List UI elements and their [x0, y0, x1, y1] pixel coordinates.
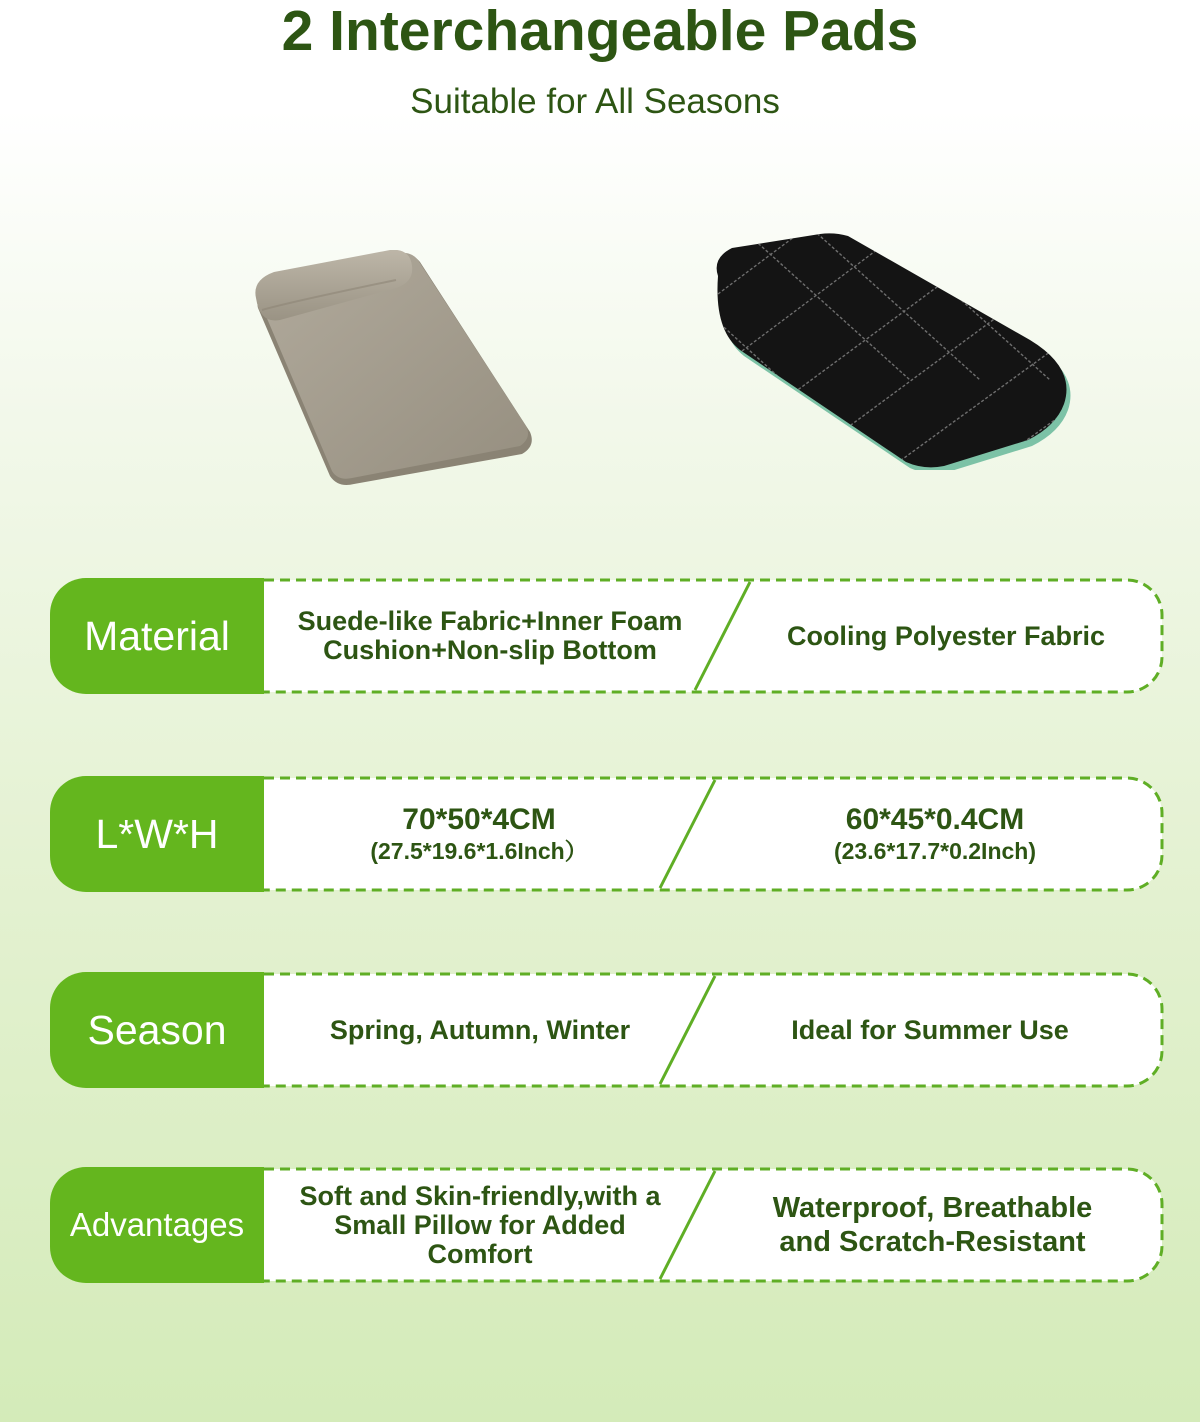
spec-row-material: [50, 578, 1165, 694]
row-label: Season: [50, 972, 264, 1088]
row-left-cell: [264, 1167, 696, 1283]
page-subtitle: Suitable for All Seasons: [410, 82, 780, 121]
spec-row-season: [50, 972, 1165, 1088]
cell-text: Soft and Skin-friendly,with a: [299, 1180, 661, 1211]
cell-text: Suede-like Fabric+Inner Foam: [297, 606, 683, 636]
spec-row-dimensions: [50, 776, 1165, 892]
row-left-cell: [264, 972, 696, 1088]
product-images: [0, 200, 1200, 520]
cell-text: Comfort: [427, 1238, 533, 1269]
row-right-cell: [710, 776, 1160, 892]
cell-text: Small Pillow for Added: [334, 1209, 626, 1240]
cell-text: (23.6*17.7*0.2Inch): [833, 837, 1036, 864]
row-label: Advantages: [50, 1167, 264, 1283]
cell-text: Cushion+Non-slip Bottom: [323, 635, 657, 665]
row-right-cell: [710, 1167, 1155, 1283]
cell-text: Spring, Autumn, Winter: [329, 1014, 631, 1045]
suede-pad-with-pillow-image: [250, 250, 550, 490]
row-label: Material: [50, 578, 264, 694]
row-left-cell: [264, 776, 694, 892]
row-label: L*W*H: [50, 776, 264, 892]
cell-text: Cooling Polyester Fabric: [786, 620, 1106, 651]
spec-row-advantages: [50, 1167, 1165, 1283]
cell-text: 70*50*4CM: [402, 802, 556, 836]
cell-text: Waterproof, Breathable: [772, 1192, 1093, 1224]
cell-text: Ideal for Summer Use: [791, 1014, 1069, 1045]
black-quilted-cooling-pad-image: [710, 230, 1080, 470]
row-left-cell: [264, 578, 716, 694]
page-title: 2 Interchangeable Pads: [281, 0, 919, 63]
cell-text: and Scratch-Resistant: [779, 1226, 1086, 1258]
row-right-cell: [730, 578, 1162, 694]
cell-text: (27.5*19.6*1.6Inch）: [370, 837, 588, 864]
row-right-cell: [710, 972, 1150, 1088]
cell-text: 60*45*0.4CM: [845, 802, 1025, 836]
